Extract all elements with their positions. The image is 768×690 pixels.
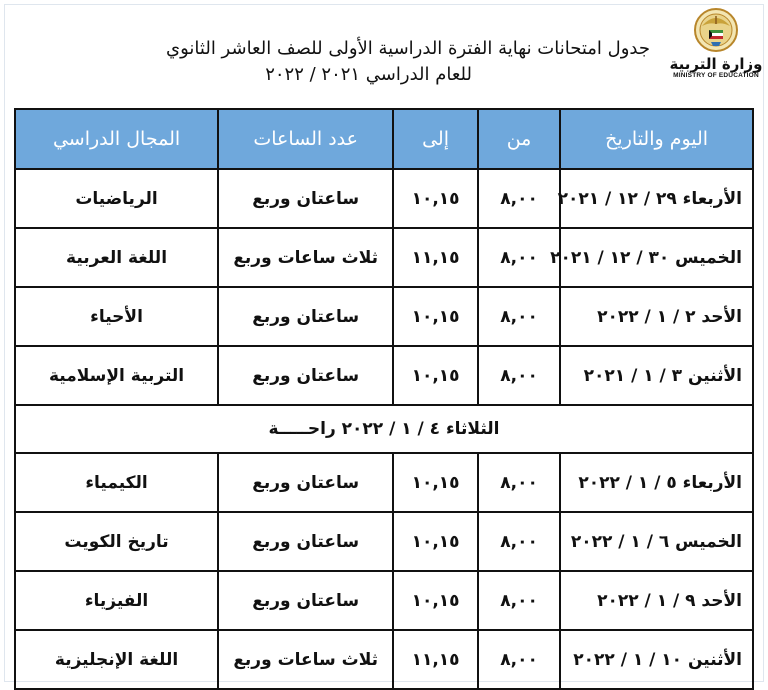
cell-day-date: الأثنين ١٠ / ١ / ٢٠٢٢ — [560, 630, 753, 689]
cell-from: ٨,٠٠ — [478, 169, 560, 228]
header-day-date: اليوم والتاريخ — [560, 109, 753, 169]
cell-hours: ساعتان وربع — [218, 169, 393, 228]
page-subtitle: للعام الدراسي ٢٠٢١ / ٢٠٢٢ — [265, 64, 472, 85]
cell-to: ١١,١٥ — [393, 630, 478, 689]
ministry-logo — [668, 6, 764, 94]
header-from: من — [478, 109, 560, 169]
table-row — [15, 287, 753, 346]
cell-hours: ساعتان وربع — [218, 571, 393, 630]
table-row — [15, 571, 753, 630]
cell-from: ٨,٠٠ — [478, 228, 560, 287]
cell-hours: ساعتان وربع — [218, 346, 393, 405]
header — [0, 0, 768, 108]
cell-hours: ثلاث ساعات وربع — [218, 630, 393, 689]
table-row — [15, 512, 753, 571]
header-to: إلى — [393, 109, 478, 169]
cell-subject: الرياضيات — [15, 169, 218, 228]
cell-hours: ساعتان وربع — [218, 453, 393, 512]
ministry-name-english: MINISTRY OF EDUCATION — [673, 72, 759, 79]
cell-day-date: الأحد ٩ / ١ / ٢٠٢٢ — [560, 571, 753, 630]
rest-day-cell: الثلاثاء ٤ / ١ / ٢٠٢٢ راحـــــة — [15, 405, 753, 453]
header-hours: عدد الساعات — [218, 109, 393, 169]
cell-day-date: الخميس ٦ / ١ / ٢٠٢٢ — [560, 512, 753, 571]
cell-from: ٨,٠٠ — [478, 287, 560, 346]
cell-day-date: الأربعاء ٥ / ١ / ٢٠٢٢ — [560, 453, 753, 512]
table-row — [15, 630, 753, 689]
table-row — [15, 346, 753, 405]
cell-to: ١٠,١٥ — [393, 453, 478, 512]
cell-subject: الكيمياء — [15, 453, 218, 512]
cell-day-date: الأثنين ٣ / ١ / ٢٠٢١ — [560, 346, 753, 405]
cell-hours: ساعتان وربع — [218, 287, 393, 346]
cell-day-date: الأحد ٢ / ١ / ٢٠٢٢ — [560, 287, 753, 346]
cell-to: ١٠,١٥ — [393, 287, 478, 346]
cell-to: ١٠,١٥ — [393, 169, 478, 228]
page-title: جدول امتحانات نهاية الفترة الدراسية الأولى للصف العاشر الثانوي — [166, 38, 650, 59]
cell-subject: تاريخ الكويت — [15, 512, 218, 571]
cell-to: ١٠,١٥ — [393, 571, 478, 630]
exam-schedule-table — [14, 108, 754, 690]
cell-subject: اللغة الإنجليزية — [15, 630, 218, 689]
cell-from: ٨,٠٠ — [478, 453, 560, 512]
title-block — [166, 36, 650, 88]
break-row — [15, 405, 753, 453]
table-row — [15, 228, 753, 287]
cell-to: ١٠,١٥ — [393, 512, 478, 571]
cell-from: ٨,٠٠ — [478, 571, 560, 630]
table-row — [15, 453, 753, 512]
cell-day-date: الأربعاء ٢٩ / ١٢ / ٢٠٢١ — [560, 169, 753, 228]
header-subject: المجال الدراسي — [15, 109, 218, 169]
table-header-row — [15, 109, 753, 169]
cell-to: ١١,١٥ — [393, 228, 478, 287]
cell-to: ١٠,١٥ — [393, 346, 478, 405]
cell-subject: اللغة العربية — [15, 228, 218, 287]
cell-subject: الأحياء — [15, 287, 218, 346]
cell-from: ٨,٠٠ — [478, 512, 560, 571]
cell-hours: ثلاث ساعات وربع — [218, 228, 393, 287]
cell-subject: الفيزياء — [15, 571, 218, 630]
ministry-name-arabic: وزارة التربية — [669, 55, 763, 73]
cell-subject: التربية الإسلامية — [15, 346, 218, 405]
cell-day-date: الخميس ٣٠ / ١٢ / ٢٠٢١ — [560, 228, 753, 287]
kuwait-emblem-icon — [692, 6, 740, 54]
cell-from: ٨,٠٠ — [478, 630, 560, 689]
table-row — [15, 169, 753, 228]
cell-hours: ساعتان وربع — [218, 512, 393, 571]
cell-from: ٨,٠٠ — [478, 346, 560, 405]
